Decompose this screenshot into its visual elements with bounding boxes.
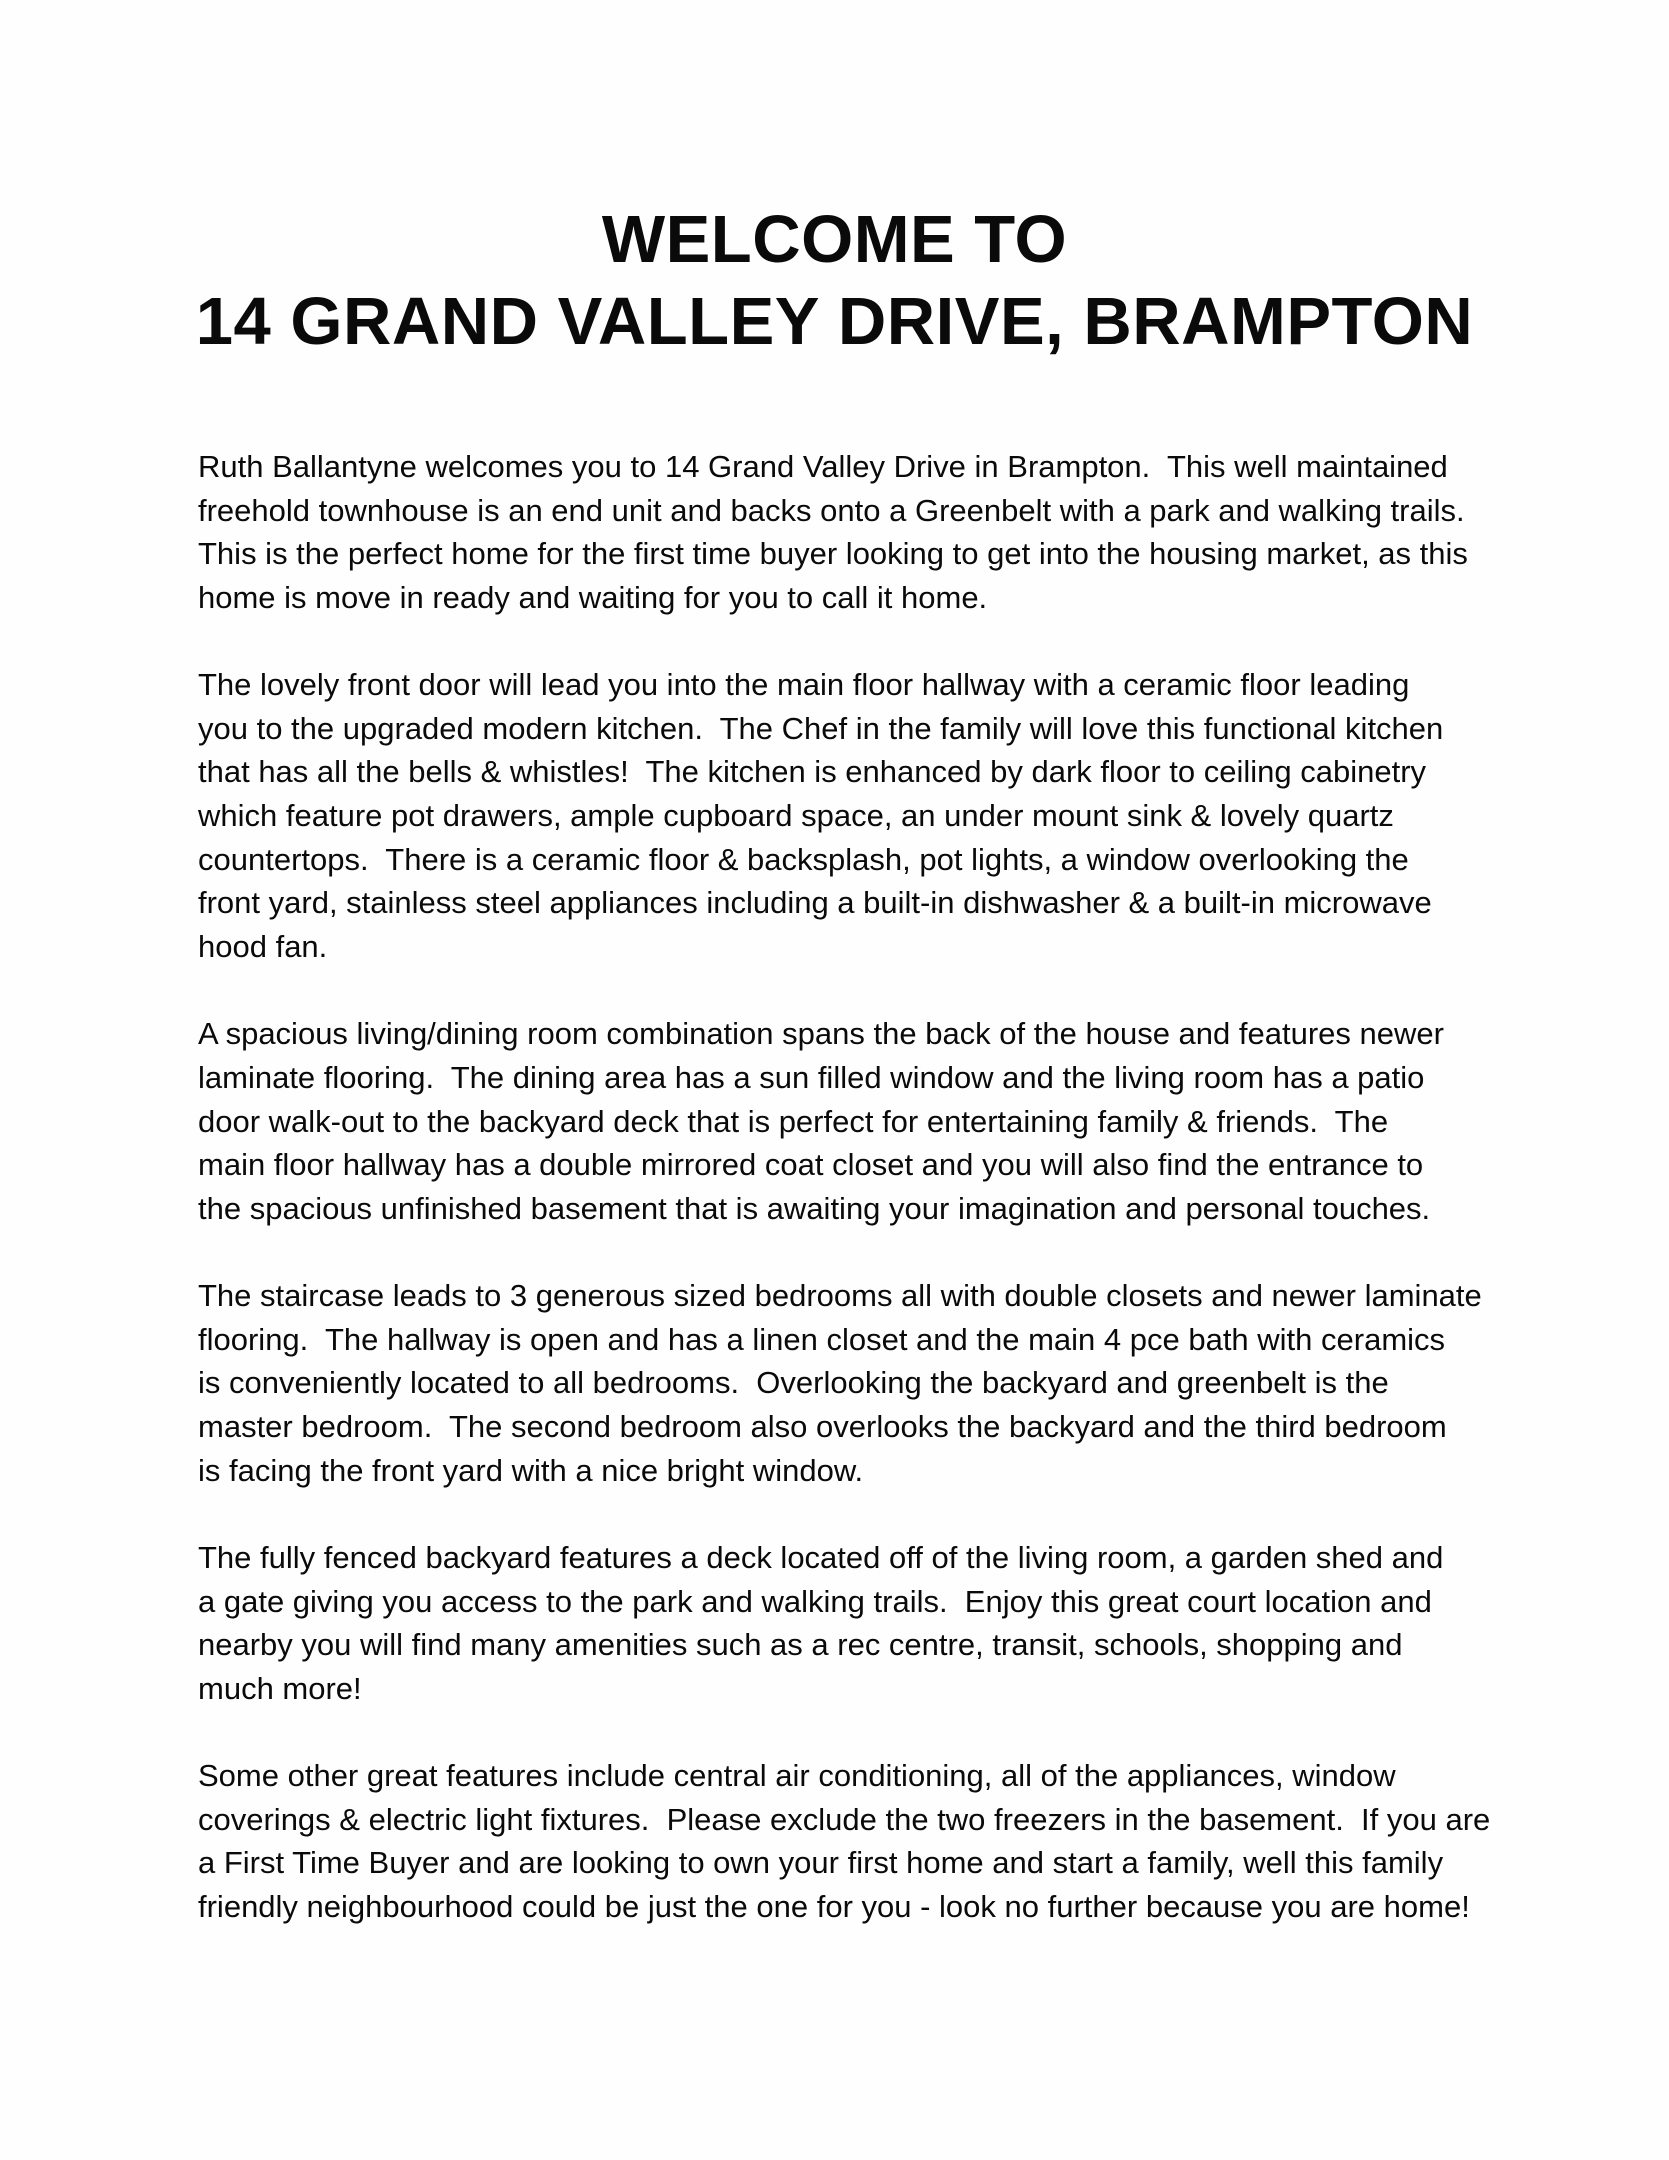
text-line: front yard, stainless steel appliances including a built-in dishwasher & a built-in microwave xyxy=(198,885,1432,921)
paragraph-bedrooms xyxy=(198,1274,1498,1492)
listing-description xyxy=(198,445,1498,1972)
text-line: nearby you will find many amenities such as a rec centre, transit, schools, shopping and xyxy=(198,1627,1403,1663)
text-line: door walk-out to the backyard deck that is perfect for entertaining family & friends. The xyxy=(198,1103,1389,1139)
text-line: hood fan. xyxy=(198,929,328,965)
paragraph-kitchen xyxy=(198,663,1498,968)
text-line: is facing the front yard with a nice bright window. xyxy=(198,1452,864,1488)
text-line: Some other great features include central air conditioning, all of the appliances, window xyxy=(198,1758,1396,1794)
text-line: Ruth Ballantyne welcomes you to 14 Grand Valley Drive in Brampton. This well maintained xyxy=(198,449,1448,484)
text-line: flooring. The hallway is open and has a linen closet and the main 4 pce bath with ceramics xyxy=(198,1321,1446,1357)
text-line: countertops. There is a ceramic floor & backsplash, pot lights, a window overlooking the xyxy=(198,841,1409,877)
text-line: The lovely front door will lead you into the main floor hallway with a ceramic floor leading xyxy=(198,667,1410,703)
text-line: the spacious unfinished basement that is awaiting your imagination and personal touches. xyxy=(198,1190,1431,1226)
text-line: a gate giving you access to the park and walking trails. Enjoy this great court location and xyxy=(198,1583,1432,1619)
text-line: main floor hallway has a double mirrored coat closet and you will also find the entrance to xyxy=(198,1147,1424,1183)
text-line: is conveniently located to all bedrooms. Overlooking the backyard and greenbelt is the xyxy=(198,1365,1389,1401)
title-line-address: 14 GRAND VALLEY DRIVE, BRAMPTON xyxy=(195,284,1474,359)
paragraph-other-features xyxy=(198,1754,1498,1929)
text-line: which feature pot drawers, ample cupboard space, an under mount sink & lovely quartz xyxy=(198,798,1394,834)
text-line: a First Time Buyer and are looking to own your first home and start a family, well this family xyxy=(198,1845,1444,1881)
text-line: laminate flooring. The dining area has a sun filled window and the living room has a patio xyxy=(198,1059,1425,1095)
text-line: The fully fenced backyard features a deck located off of the living room, a garden shed and xyxy=(198,1539,1444,1575)
paragraph-living-dining xyxy=(198,1012,1498,1230)
text-line: friendly neighbourhood could be just the one for you - look no further because you are home! xyxy=(198,1889,1470,1925)
text-line: that has all the bells & whistles! The kitchen is enhanced by dark floor to ceiling cabinetry xyxy=(198,754,1427,790)
page-title xyxy=(0,199,1669,363)
text-line: home is move in ready and waiting for you to call it home. xyxy=(198,579,988,615)
text-line: A spacious living/dining room combination spans the back of the house and features newer xyxy=(198,1016,1444,1052)
paragraph-backyard xyxy=(198,1536,1498,1711)
paragraph-intro xyxy=(198,445,1498,620)
title-line-welcome: WELCOME TO xyxy=(601,202,1068,277)
text-line: you to the upgraded modern kitchen. The Chef in the family will love this functional kitchen xyxy=(198,710,1444,746)
text-line: much more! xyxy=(198,1670,362,1706)
text-line: master bedroom. The second bedroom also overlooks the backyard and the third bedroom xyxy=(198,1409,1447,1445)
text-line: The staircase leads to 3 generous sized bedrooms all with double closets and newer laminate xyxy=(198,1278,1482,1314)
text-line: This is the perfect home for the first time buyer looking to get into the housing market, as this xyxy=(198,536,1468,572)
text-line: coverings & electric light fixtures. Please exclude the two freezers in the basement. If you are xyxy=(198,1801,1491,1837)
text-line: freehold townhouse is an end unit and backs onto a Greenbelt with a park and walking trails. xyxy=(198,492,1465,528)
